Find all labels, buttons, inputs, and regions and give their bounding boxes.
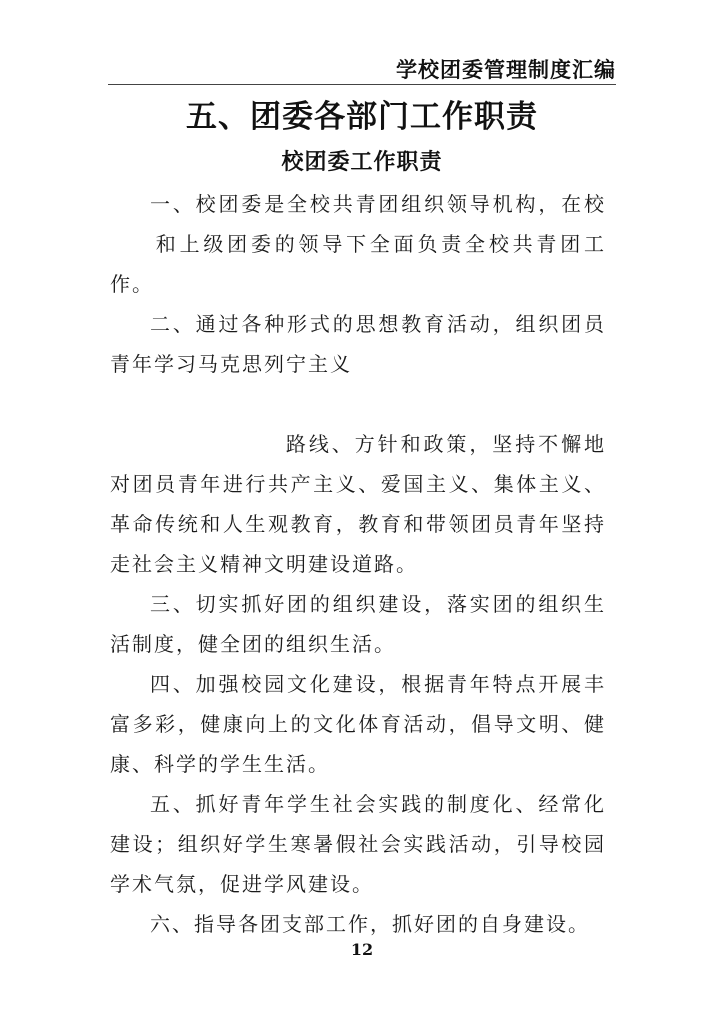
paragraph-1-part-a: 一、校团委是全校共青团组织领导机构，在校: [150, 192, 606, 216]
chapter-title: 五、团委各部门工作职责: [186, 99, 538, 135]
section-title: 校团委工作职责: [281, 150, 443, 175]
paragraph-2-continued: [110, 424, 606, 584]
paragraph-1-part-b: 和上级团委的领导下全面负责全校共青团工作。: [110, 232, 606, 296]
paragraph-6: 六、指导各团支部工作，抓好团的自身建设。: [150, 912, 590, 936]
document-body: [110, 184, 606, 944]
paragraph-4: 四、加强校园文化建设，根据青年特点开展丰富多彩，健康向上的文化体育活动，倡导文明、健康、科学的学生生活。: [110, 672, 606, 776]
header-divider: [108, 84, 616, 85]
paragraph-1: [110, 184, 606, 304]
blank-space: [110, 384, 606, 424]
paragraph-2-continued-text: 路线、方针和政策，坚持不懈地对团员青年进行共产主义、爱国主义、集体主义、革命传统和人生观教育，教育和带领团员青年坚持走社会主义精神文明建设道路。: [110, 432, 606, 576]
paragraph-2: 二、通过各种形式的思想教育活动，组织团员青年学习马克思列宁主义: [110, 312, 606, 376]
page-number: 12: [350, 940, 374, 959]
paragraph-3: 三、切实抓好团的组织建设，落实团的组织生活制度，健全团的组织生活。: [110, 592, 606, 656]
paragraph-5: 五、抓好青年学生社会实践的制度化、经常化建设；组织好学生寒暑假社会实践活动，引导校园学术气氛，促进学风建设。: [110, 792, 606, 896]
running-header-title: 学校团委管理制度汇编: [396, 58, 616, 82]
